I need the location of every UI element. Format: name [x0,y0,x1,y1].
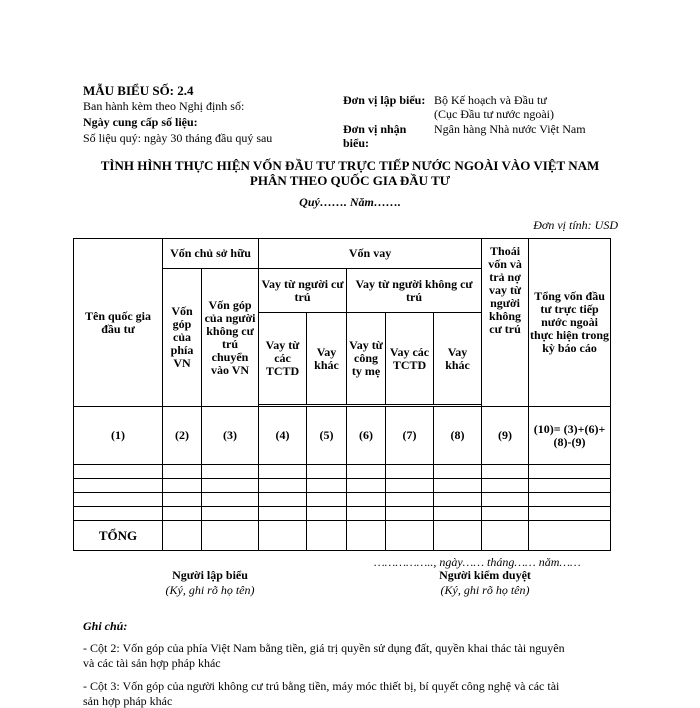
form-number: MẪU BIỂU SỐ: 2.4 [83,83,194,98]
header-total: Tổng vốn đầu tư trực tiếp nước ngoài thực hiện trong kỳ báo cáo [529,239,611,407]
header-loans: Vốn vay [259,239,482,269]
receiver-value: Ngân hàng Nhà nước Việt Nam [434,122,586,136]
supply-date-label: Ngày cung cấp số liệu: [83,115,198,129]
col-num-4: (4) [259,407,307,465]
header-nonresident-other: Vay khác [434,313,482,405]
col-num-3: (3) [202,407,259,465]
header-resident-tctd: Vay từ các TCTD [259,313,307,405]
note-2-line-2: sản hợp pháp khác [83,694,173,708]
supply-date-value: Số liệu quý: ngày 30 tháng đầu quý sau [83,131,273,145]
col-num-8: (8) [434,407,482,465]
col-num-1: (1) [74,407,163,465]
header-country: Tên quốc gia đầu tư [74,239,163,407]
notes-heading: Ghi chú: [83,619,128,633]
note-1-line-1: - Cột 2: Vốn góp của phía Việt Nam bằng tiền, giá trị quyền sử dụng đất, quyền khai thác tài nguyên [83,641,565,655]
col-num-6: (6) [347,407,386,465]
col-num-9: (9) [482,407,529,465]
col-num-5: (5) [307,407,347,465]
col-num-10: (10)= (3)+(6)+(8)-(9) [529,407,611,465]
report-period: Quý……. Năm……. [299,195,401,209]
header-repayment: Thoái vốn và trả nợ vay từ người không cư trú [482,239,529,407]
checker-title: Người kiểm duyệt [439,568,531,582]
header-nonresident-loans: Vay từ người không cư trú [347,269,482,313]
header-equity: Vốn chủ sở hữu [163,239,259,269]
unit-value-2: (Cục Đầu tư nước ngoài) [434,107,554,121]
total-row [74,521,611,551]
preparer-note: (Ký, ghi rõ họ tên) [165,583,255,597]
col-num-2: (2) [163,407,202,465]
preparer-title: Người lập biểu [172,568,248,582]
fdi-table [73,238,611,551]
header-parent-company: Vay từ công ty mẹ [347,313,386,405]
col-num-7: (7) [386,407,434,465]
column-number-row [74,407,611,465]
report-title-line1: TÌNH HÌNH THỰC HIỆN VỐN ĐẦU TƯ TRỰC TIẾP NƯỚC NGOÀI VÀO VIỆT NAM [100,158,600,173]
table-row [74,479,611,493]
unit-label: Đơn vị lập biểu: [343,93,426,107]
issued-by-decree: Ban hành kèm theo Nghị định số: [83,99,245,113]
total-label: TỔNG [74,521,163,551]
report-title-line2: PHÂN THEO QUỐC GIA ĐẦU TƯ [249,173,451,188]
note-1-line-2: và các tài sản hợp pháp khác [83,656,221,670]
checker-note: (Ký, ghi rõ họ tên) [440,583,530,597]
table-row [74,465,611,479]
unit-value-1: Bộ Kế hoạch và Đầu tư [434,93,547,107]
signature-date-line: …………….., ngày…… tháng…… năm…… [374,555,581,569]
header-resident-loans: Vay từ người cư trú [259,269,347,313]
currency-unit: Đơn vị tính: USD [533,218,618,232]
header-resident-other: Vay khác [307,313,347,405]
header-nonresident-tctd: Vay các TCTD [386,313,434,405]
header-vn-contribution: Vốn góp của phía VN [163,269,202,407]
receiver-label-2: biểu: [343,136,370,150]
header-nonresident-contribution: Vốn góp của người không cư trú chuyển vào VN [202,269,259,407]
table-row [74,493,611,507]
receiver-label-1: Đơn vị nhận [343,122,407,136]
table-row [74,507,611,521]
note-2-line-1: - Cột 3: Vốn góp của người không cư trú bằng tiền, máy móc thiết bị, bí quyết công nghệ và các tài [83,679,560,693]
